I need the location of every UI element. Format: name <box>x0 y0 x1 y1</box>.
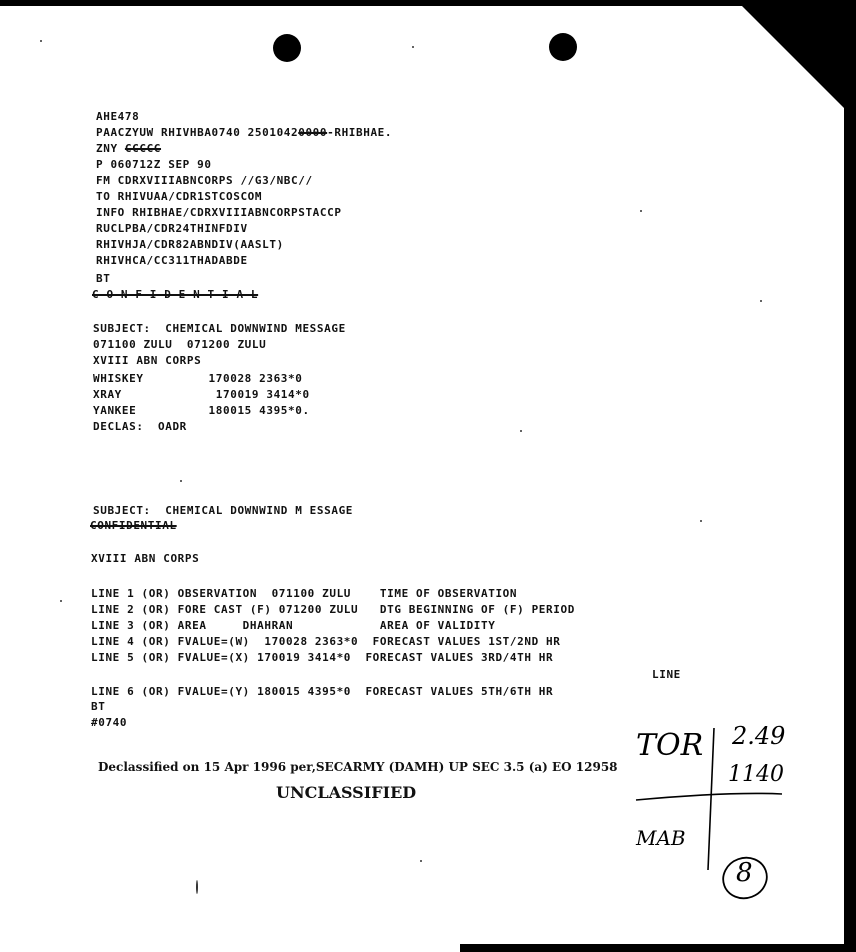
header-line: INFO RHIBHAE/CDRXVIIIABNCORPSTACCP <box>96 206 342 219</box>
scan-speck <box>760 300 762 302</box>
punch-hole-right <box>549 33 577 61</box>
scan-edge-bottom <box>460 944 856 952</box>
handwritten-time1: 2.49 <box>732 722 786 750</box>
handwritten-time2: 1140 <box>728 762 784 787</box>
handwritten-marks <box>600 720 840 910</box>
message2-line: LINE 5 (OR) FVALUE=(X) 170019 3414*0 FORECAST VALUES 3RD/4TH HR <box>91 651 554 664</box>
message1-line: WHISKEY 170028 2363*0 <box>93 372 303 385</box>
header-line: ZNY CCCCC <box>96 142 162 155</box>
message2-line: LINE 6 (OR) FVALUE=(Y) 180015 4395*0 FORECAST VALUES 5TH/6TH HR <box>91 685 554 698</box>
handwritten-signature: MAB <box>636 826 686 850</box>
header-line: TO RHIVUAA/CDR1STCOSCOM <box>96 190 263 203</box>
message2-bt: BT <box>91 700 106 713</box>
header-line: P 060712Z SEP 90 <box>96 158 212 171</box>
scan-edge-right <box>844 0 856 952</box>
message1-line: 071100 ZULU 071200 ZULU <box>93 338 267 351</box>
scan-speck <box>40 40 42 42</box>
scan-edge-top <box>0 0 856 6</box>
message1-subject: SUBJECT: CHEMICAL DOWNWIND MESSAGE <box>93 322 346 335</box>
header-line: PAACZYUW RHIVHBA0740 25010420000-RHIBHAE. <box>96 126 393 139</box>
message2-line: LINE 3 (OR) AREA DHAHRAN AREA OF VALIDITY <box>91 619 496 632</box>
message2-corps: XVIII ABN CORPS <box>91 552 200 565</box>
message2-line-fragment: LINE <box>652 668 681 681</box>
scan-speck <box>700 520 702 522</box>
scan-corner <box>736 0 856 120</box>
header-line: RHIVHCA/CC311THADABDE <box>96 254 248 267</box>
message2-struck-classification: CONFIDENTIAL <box>90 519 177 532</box>
message1-line: XVIII ABN CORPS <box>93 354 202 367</box>
scan-speck <box>640 210 642 212</box>
scan-speck <box>180 480 182 482</box>
message2-line: LINE 2 (OR) FORE CAST (F) 071200 ZULU DTG BEGINNING OF (F) PERIOD <box>91 603 575 616</box>
scan-speck <box>420 860 422 862</box>
message1-declas: DECLAS: OADR <box>93 420 187 433</box>
scan-speck <box>412 46 414 48</box>
message2-line: LINE 1 (OR) OBSERVATION 071100 ZULU TIME OF OBSERVATION <box>91 587 518 600</box>
struck-classification: C O N F I D E N T I A L <box>92 288 259 301</box>
message2-number: #0740 <box>91 716 128 729</box>
header-line: BT <box>96 272 111 285</box>
message2-subject: SUBJECT: CHEMICAL DOWNWIND M ESSAGE <box>93 504 354 517</box>
header-line: AHE478 <box>96 110 140 123</box>
message1-line: XRAY 170019 3414*0 <box>93 388 310 401</box>
message1-line: YANKEE 180015 4395*0. <box>93 404 310 417</box>
message2-line: LINE 4 (OR) FVALUE=(W) 170028 2363*0 FORECAST VALUES 1ST/2ND HR <box>91 635 561 648</box>
header-line: RUCLPBA/CDR24THINFDIV <box>96 222 248 235</box>
unclassified-marking: UNCLASSIFIED <box>276 783 417 802</box>
handwritten-tor: TOR <box>636 728 704 763</box>
header-line: RHIVHJA/CDR82ABNDIV(AASLT) <box>96 238 284 251</box>
scan-speck <box>60 600 62 602</box>
handwritten-circled-number: 8 <box>736 858 753 888</box>
header-line: FM CDRXVIIIABNCORPS //G3/NBC// <box>96 174 313 187</box>
scan-mark <box>196 880 198 894</box>
scan-speck <box>520 430 522 432</box>
declassification-notice: Declassified on 15 Apr 1996 per,SECARMY (DAMH) UP SEC 3.5 (a) EO 12958 <box>98 760 618 774</box>
punch-hole-left <box>273 34 301 62</box>
